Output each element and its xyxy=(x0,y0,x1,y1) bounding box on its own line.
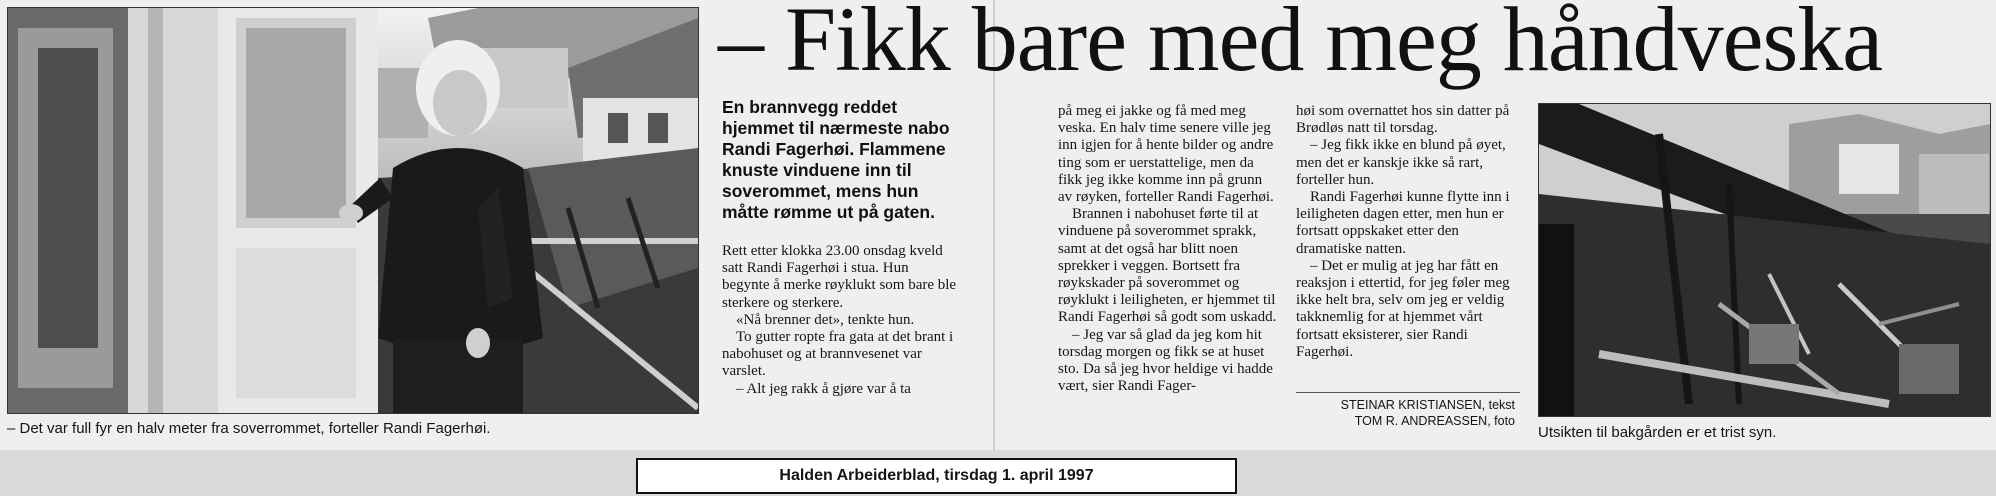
photo-caption-left: – Det var full fyr en halv meter fra soverrommet, forteller Randi Fagerhøi. xyxy=(7,420,491,437)
article-column-1 xyxy=(722,243,958,398)
photo-caption-right: Utsikten til bakgården er et trist syn. xyxy=(1538,424,1777,441)
byline-divider xyxy=(1296,392,1520,393)
byline-photo-credit: TOM R. ANDREASSEN, foto xyxy=(1354,414,1515,428)
paragraph: – Alt jeg rakk å gjøre var å ta xyxy=(736,380,911,397)
paragraph: «Nå brenner det», tenkte hun. xyxy=(736,311,915,328)
article-column-2 xyxy=(1058,103,1280,395)
paragraph: Brannen i nabohuset førte til at vinduene på soverommet sprakk, samt at det også har blitt noen sprekker i veggen. Bortsett fra røykskader på soverommet og røyklukt i leiligheten, er hjemmet til Randi Fagerhøi så godt som uskadd. xyxy=(1058,206,1277,326)
photo-woman-at-window xyxy=(7,7,699,414)
paragraph: To gutter ropte fra gata at det brant i nabohuset og at brannvesenet var varslet. xyxy=(722,329,954,380)
paragraph: – Det er mulig at jeg har fått en reaksjon i ettertid, for jeg føler meg ikke helt bra, selv om jeg er veldig takknemlig for at hjemmet vårt fortsatt eksisterer, sier Randi Fagerhøi. xyxy=(1296,257,1510,360)
article-column-3 xyxy=(1296,103,1518,361)
paragraph: på meg ei jakke og få med meg veska. En halv time senere ville jeg inn igjen for å hente bilder og andre ting som er uerstattelige, men da fikk jeg ikke komme inn på grunn av røyken, forteller Randi Fagerhøi. xyxy=(1058,103,1274,206)
paragraph: – Jeg var så glad da jeg kom hit torsdag morgen og fikk se at huset sto. Da så jeg hvor heldige vi hadde vært, sier Randi Fager- xyxy=(1058,326,1273,395)
byline xyxy=(1300,397,1515,429)
paragraph: Rett etter klokka 23.00 onsdag kveld satt Randi Fagerhøi i stua. Hun begynte å merke røyklukt som bare ble sterkere og sterkere. xyxy=(722,243,957,311)
headline: – Fikk bare med meg håndveska xyxy=(718,0,1883,90)
paragraph: høi som overnattet hos sin datter på Brødløs natt til torsdag. xyxy=(1296,103,1510,137)
source-footer: Halden Arbeiderblad, tirsdag 1. april 1997 xyxy=(636,458,1237,494)
paragraph: Randi Fagerhøi kunne flytte inn i leiligheten dagen etter, men hun er fortsatt oppskaket etter den dramatiske natten. xyxy=(1296,189,1510,257)
paragraph: – Jeg fikk ikke en blund på øyet, men det er kanskje ikke så rart, forteller hun. xyxy=(1296,137,1506,188)
photo-burnt-backyard xyxy=(1538,103,1991,417)
byline-text-credit: STEINAR KRISTIANSEN, tekst xyxy=(1340,398,1515,412)
lead-paragraph: En brannvegg reddet hjemmet til nærmeste nabo Randi Fagerhøi. Flammene knuste vinduene inn til soverommet, mens hun måtte rømme ut på gaten. xyxy=(722,97,950,222)
